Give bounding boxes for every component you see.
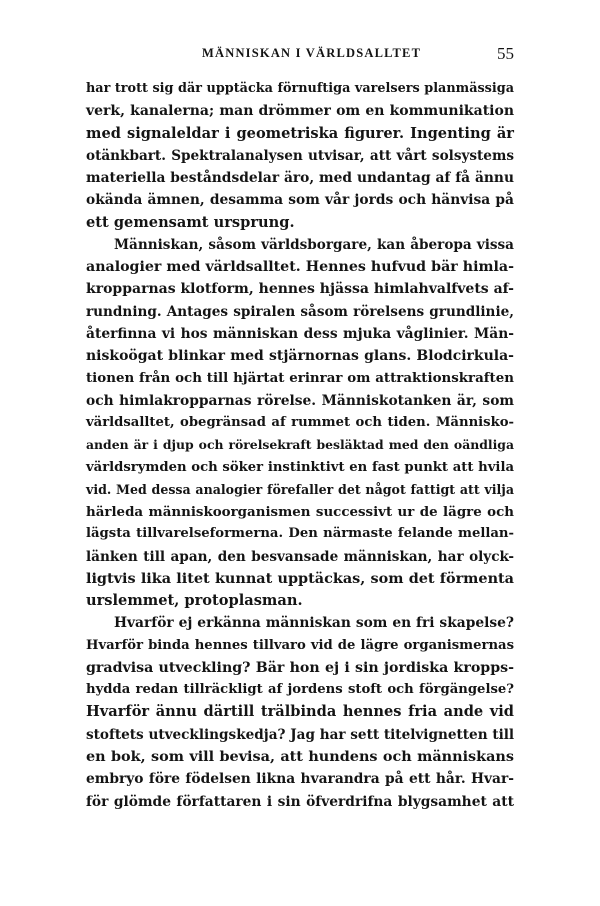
text-line: anden är i djup och rörelsekraft besläktad med den oändliga [86,437,514,453]
text-line: okända ämnen, desamma som vår jords och hänvisa på [86,192,514,209]
text-line: har trott sig där upptäcka förnuftiga varelsers planmässiga [86,81,514,96]
text-line: ett gemensamt ursprung. [86,213,295,231]
text-line: härleda människoorganismen successivt ur de lägre och [86,504,514,521]
text-line: återfinna vi hos människan dess mjuka våglinier. Män- [86,325,514,342]
running-title: MÄNNISKAN I VÄRLDSALLTET [202,46,422,60]
text-line: lägsta tillvarelseformerna. Den närmaste felande mellan- [86,526,514,542]
text-line: med signaleldar i geometriska figurer. Ingenting är [86,124,514,142]
text-line: Hvarför binda hennes tillvaro vid de lägre organismernas [86,637,514,653]
text-line: Människan, såsom världsborgare, kan åberopa vissa [114,236,514,253]
text-line: otänkbart. Spektralanalysen utvisar, att vårt solsystems [86,147,514,164]
text-line: stoftets utvecklingskedja? Jag har sett titelvignetten till [86,726,515,743]
text-line: länken till apan, den besvansade människan, har olyck- [86,548,514,565]
text-line: Hvarför ej erkänna människan som en fri skapelse? [114,615,514,632]
text-line: gradvisa utveckling? Bär hon ej i sin jordiska kropps- [86,659,514,676]
text-line: Hvarför ännu därtill trälbinda hennes fria ande vid [86,703,514,721]
text-line: urslemmet, protoplasman. [86,592,303,610]
text-line: rundning. Antages spiralen såsom rörelsens grundlinie, [86,303,514,320]
text-line: kropparnas klotform, hennes hjässa himlahvalfvets af- [86,281,514,298]
text-line: ligtvis lika litet kunnat upptäckas, som det förmenta [86,569,514,587]
text-line: en bok, som vill bevisa, att hundens och människans [86,747,514,765]
body-text [86,78,514,813]
text-line: verk, kanalerna; man drömmer om en kommunikation [86,103,514,120]
text-line: vid. Med dessa analogier förefaller det något fattigt att vilja [86,481,514,497]
text-line: materiella beståndsdelar äro, med undantag af få ännu [86,170,514,187]
text-line: för glömde författaren i sin öfverdrifna blygsamhet att [86,793,514,810]
running-head [86,44,514,66]
page-number: 55 [497,44,514,63]
text-line: världsrymden och söker instinktivt en fast punkt att hvila [86,459,514,475]
text-line: tionen från och till hjärtat erinrar om attraktionskraften [86,370,514,387]
text-line: och himlakropparnas rörelse. Människotanken är, som [86,392,514,409]
text-line: analogier med världsalltet. Hennes hufvud bär himla- [86,259,514,276]
text-line: embryo före födelsen likna hvarandra på ett hår. Hvar- [86,771,514,788]
text-line: niskoögat blinkar med stjärnornas glans. Blodcirkula- [86,348,514,365]
text-line: världsalltet, obegränsad af rummet och tiden. Människo- [86,414,514,430]
text-line: hydda redan tillräckligt af jordens stoft och förgängelse? [86,682,514,698]
